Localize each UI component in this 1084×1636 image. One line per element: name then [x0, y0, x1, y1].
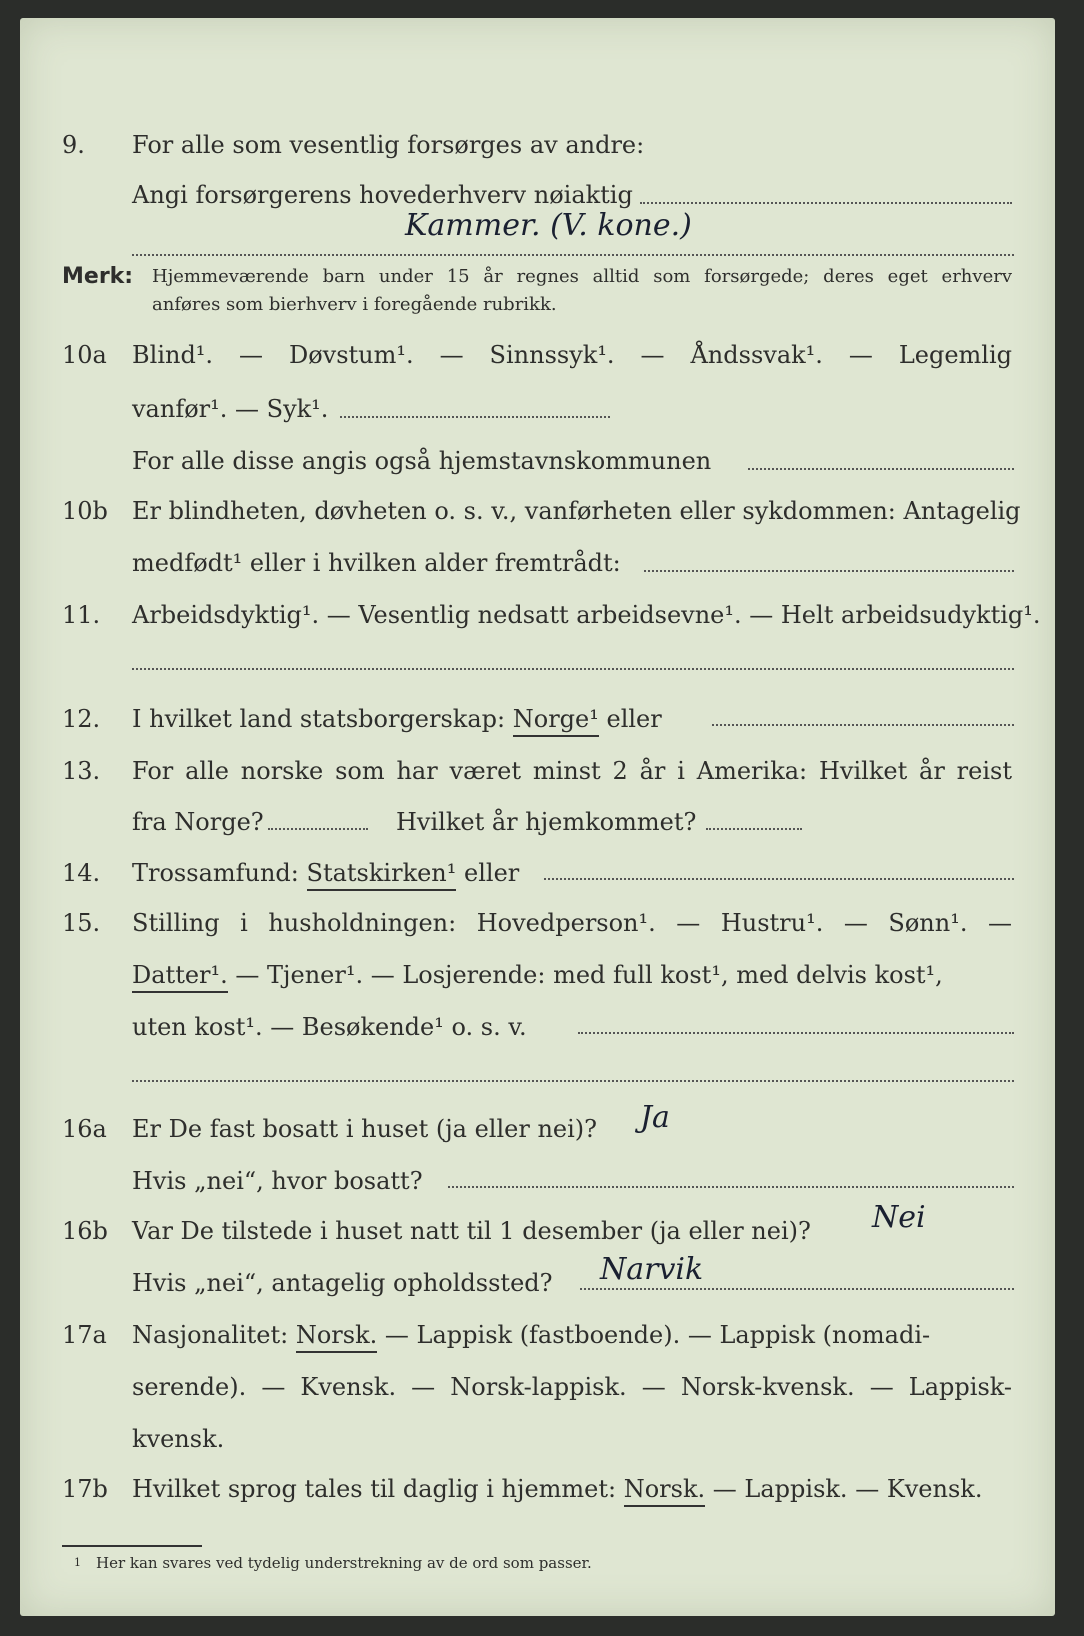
answer-line [132, 1080, 1014, 1082]
question-text-group [132, 848, 519, 898]
question-text: uten kost¹. — Besøkende¹ o. s. v. [132, 1013, 527, 1041]
question-text: Er blindheten, døvheten o. s. v., vanførheten eller sykdommen: Antagelig [132, 497, 1021, 525]
answer-line [340, 416, 610, 418]
question-11-line-1 [0, 590, 1084, 640]
handwritten-answer: Ja [640, 1100, 670, 1135]
question-17a-line-2 [0, 1362, 1084, 1412]
question-text: vanfør¹. — Syk¹. [132, 395, 329, 423]
question-text: Stilling i husholdningen: Hovedperson¹. — Hustru¹. — Sønn¹. — [132, 909, 1012, 937]
question-13-line-2 [0, 797, 1084, 847]
question-text-group [132, 1464, 982, 1514]
question-text: — Tjener¹. — Losjerende: med full kost¹, med delvis kost¹, [235, 961, 943, 989]
question-14 [0, 848, 1084, 898]
question-text: fra Norge? [132, 808, 264, 836]
question-15-line-1 [0, 898, 1084, 948]
question-number: 17a [62, 1321, 107, 1349]
question-text: Trossamfund: [132, 859, 299, 887]
question-text: Arbeidsdyktig¹. — Vesentlig nedsatt arbeidsevne¹. — Helt arbeidsudyktig¹. [132, 601, 1041, 629]
question-17a-line-3 [0, 1414, 1084, 1464]
underlined-answer: Statskirken¹ [307, 859, 457, 891]
question-text: eller [464, 859, 520, 887]
question-17b [0, 1464, 1084, 1514]
question-text-group [132, 694, 662, 744]
question-number: 10a [62, 341, 107, 369]
underlined-answer: Norsk. [296, 1321, 377, 1353]
question-number: 12. [62, 705, 101, 733]
question-10b-line-1 [0, 486, 1084, 536]
question-text: Hvis „nei“, antagelig opholdssted? [132, 1269, 553, 1297]
question-number: 14. [62, 859, 101, 887]
question-text: Nasjonalitet: [132, 1321, 289, 1349]
question-number: 16b [62, 1217, 108, 1245]
question-text: For alle disse angis også hjemstavnskommunen [132, 447, 712, 475]
footnote-mark: 1 [74, 1556, 81, 1569]
question-17a-line-1 [0, 1310, 1084, 1360]
answer-line [640, 202, 1012, 204]
footnote-text: Her kan svares ved tydelig understrekning av de ord som passer. [96, 1554, 592, 1572]
footnote-rule [62, 1545, 202, 1547]
question-text: Hvilket år hjemkommet? [396, 808, 697, 836]
question-number: 11. [62, 601, 101, 629]
question-16a-line-1 [0, 1104, 1084, 1154]
answer-line [644, 570, 1014, 572]
question-text: — Lappisk (fastboende). — Lappisk (nomadi- [384, 1321, 931, 1349]
question-number: 9. [62, 131, 85, 159]
note-text: Hjemmeværende barn under 15 år regnes alltid som forsørgede; deres eget erhverv [152, 266, 1012, 287]
question-number: 10b [62, 497, 108, 525]
question-text: Blind¹. — Døvstum¹. — Sinnssyk¹. — Åndssvak¹. — Legemlig [132, 341, 1012, 369]
question-16b-line-2 [0, 1258, 1084, 1308]
underlined-answer: Datter¹. [132, 961, 228, 993]
question-10a-line-3 [0, 436, 1084, 486]
answer-line [448, 1186, 1014, 1188]
question-13-line-1 [0, 746, 1084, 796]
underlined-answer: Norge¹ [513, 705, 599, 737]
note-label: Merk: [62, 264, 134, 289]
question-text-group [132, 950, 1012, 1000]
answer-line [706, 828, 802, 830]
question-12 [0, 694, 1084, 744]
question-15-line-3 [0, 1002, 1084, 1052]
question-text: I hvilket land statsborgerskap: [132, 705, 506, 733]
question-text: serende). — Kvensk. — Norsk-lappisk. — Norsk-kvensk. — Lappisk- [132, 1373, 1012, 1401]
answer-line [748, 468, 1014, 470]
question-number: 15. [62, 909, 101, 937]
handwritten-answer: Narvik [600, 1252, 704, 1287]
question-text: kvensk. [132, 1425, 225, 1453]
question-15-line-2 [0, 950, 1084, 1000]
question-text: For alle som vesentlig forsørges av andre: [132, 131, 645, 159]
answer-line [268, 828, 368, 830]
answer-line [132, 668, 1014, 670]
question-number: 13. [62, 757, 101, 785]
question-text: Hvilket sprog tales til daglig i hjemmet: [132, 1475, 617, 1503]
answer-line [132, 254, 1014, 256]
question-text: Angi forsørgerens hovederhverv nøiaktig [132, 181, 633, 209]
answer-line [578, 1032, 1014, 1034]
question-text: Var De tilstede i huset natt til 1 desember (ja eller nei)? [132, 1217, 811, 1245]
answer-line [712, 724, 1014, 726]
question-text: Hvis „nei“, hvor bosatt? [132, 1167, 423, 1195]
question-10a-line-1 [0, 330, 1084, 380]
question-number: 16a [62, 1115, 107, 1143]
answer-line [544, 878, 1014, 880]
handwritten-answer: Nei [872, 1200, 926, 1235]
question-text: — Lappisk. — Kvensk. [712, 1475, 983, 1503]
underlined-answer: Norsk. [624, 1475, 705, 1507]
question-text: eller [606, 705, 662, 733]
question-text: For alle norske som har været minst 2 år i Amerika: Hvilket år reist [132, 757, 1012, 785]
question-number: 17b [62, 1475, 108, 1503]
note-text: anføres som bierhverv i foregående rubrikk. [152, 294, 557, 315]
question-16a-line-2 [0, 1156, 1084, 1206]
question-9-line-1 [0, 120, 1084, 170]
question-10b-line-2 [0, 538, 1084, 588]
answer-line [580, 1288, 1014, 1290]
question-10a-line-2 [0, 384, 1084, 434]
question-text-group [132, 1310, 930, 1360]
handwritten-answer: Kammer. (V. kone.) [405, 208, 692, 243]
question-text: medfødt¹ eller i hvilken alder fremtrådt: [132, 549, 621, 577]
question-text: Er De fast bosatt i huset (ja eller nei)? [132, 1115, 598, 1143]
footnote [74, 1554, 592, 1572]
